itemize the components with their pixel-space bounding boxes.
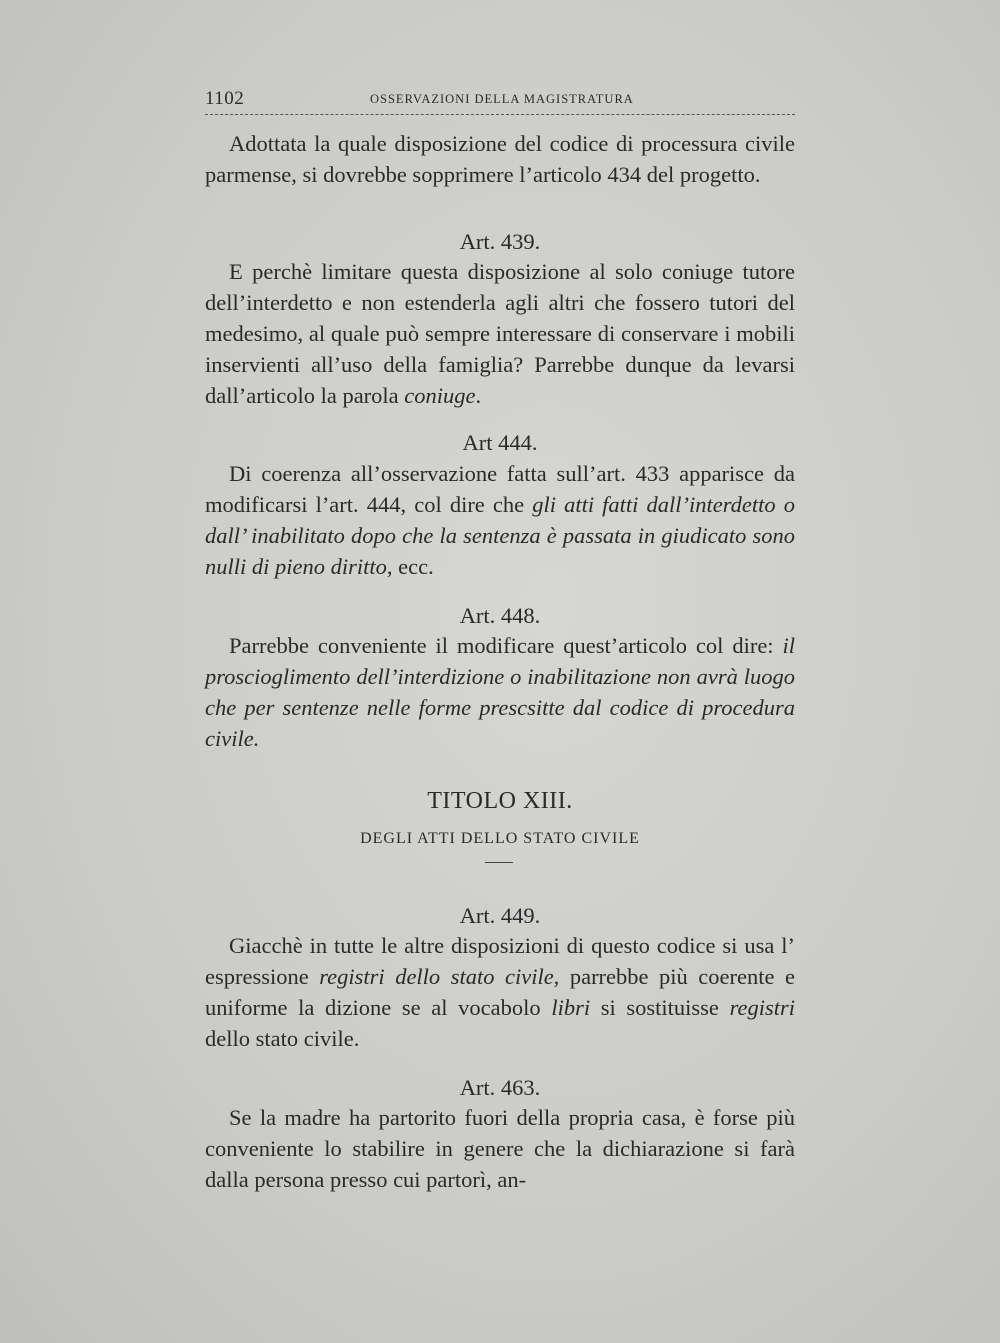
- paragraph-art-444: [205, 458, 795, 582]
- art439-text: E perchè limitare questa disposizione al solo coniuge tutore dell’interdetto e non estenderla agli altri che fossero tutori del medesimo, al quale può sempre interessare di conservare i mobili inservienti all’uso della famiglia? Parrebbe dunque da levarsi dall’articolo la parola: [205, 259, 795, 408]
- heading-art-448: Art. 448.: [459, 603, 541, 628]
- titolo-heading: TITOLO XIII.: [427, 788, 573, 814]
- paragraph-art-448: [205, 630, 795, 754]
- section-divider: [485, 862, 513, 863]
- art448-italic: il proscioglimento dell’interdizione o inabilitazione non avrà luogo che per sentenze nelle forme prescsitte dal codice di procedura civile.: [205, 633, 795, 751]
- art449-text-1: Giacchè in tutte le altre disposizioni di questo codice si usa l’ espressione: [205, 933, 795, 989]
- art439-after: .: [475, 383, 482, 408]
- art449-italic-2: libri: [551, 995, 591, 1020]
- paragraph-art-439: [205, 256, 795, 411]
- page-header: [205, 88, 795, 115]
- art449-italic-1: registri dello stato civile,: [319, 964, 560, 989]
- paragraph-art-449: [205, 930, 795, 1054]
- art444-text: Di coerenza all’osservazione fatta sull’art. 433 apparisce da modificarsi l’art. 444, col dire che: [205, 461, 795, 517]
- art444-after: ecc.: [392, 554, 434, 579]
- art463-text: Se la madre ha partorito fuori della propria casa, è forse più conveniente lo stabilire in genere che la dichiarazione si farà dalla persona presso cui partorì, an-: [205, 1105, 795, 1192]
- art439-italic: coniuge: [404, 383, 476, 408]
- intro-paragraph: [205, 128, 795, 190]
- art449-text-4: dello stato civile.: [205, 1026, 360, 1051]
- art448-text: Parrebbe conveniente il modificare quest’articolo col dire:: [229, 633, 783, 658]
- titolo-subtitle: DEGLI ATTI DELLO STATO CIVILE: [360, 830, 640, 847]
- art449-text-2: parrebbe più coerente e uniforme la dizione se al vocabolo: [205, 964, 795, 1020]
- art449-text-3: si sostituisse: [590, 995, 730, 1020]
- running-title: OSSERVAZIONI DELLA MAGISTRATURA: [370, 92, 634, 106]
- heading-art-449: Art. 449.: [459, 903, 541, 928]
- heading-art-444: Art 444.: [462, 430, 538, 455]
- page-number: 1102: [205, 88, 245, 109]
- heading-art-463: Art. 463.: [459, 1075, 541, 1100]
- intro-text: Adottata la quale disposizione del codice di processura civile parmense, si dovrebbe sopprimere l’articolo 434 del progetto.: [205, 131, 795, 187]
- art449-italic-3: registri: [729, 995, 795, 1020]
- paragraph-art-463: [205, 1102, 795, 1195]
- heading-art-439: Art. 439.: [459, 229, 541, 254]
- art444-italic: gli atti fatti dall’interdetto o dall’ inabilitato dopo che la sentenza è passata in giudicato sono nulli di pieno diritto,: [205, 492, 796, 579]
